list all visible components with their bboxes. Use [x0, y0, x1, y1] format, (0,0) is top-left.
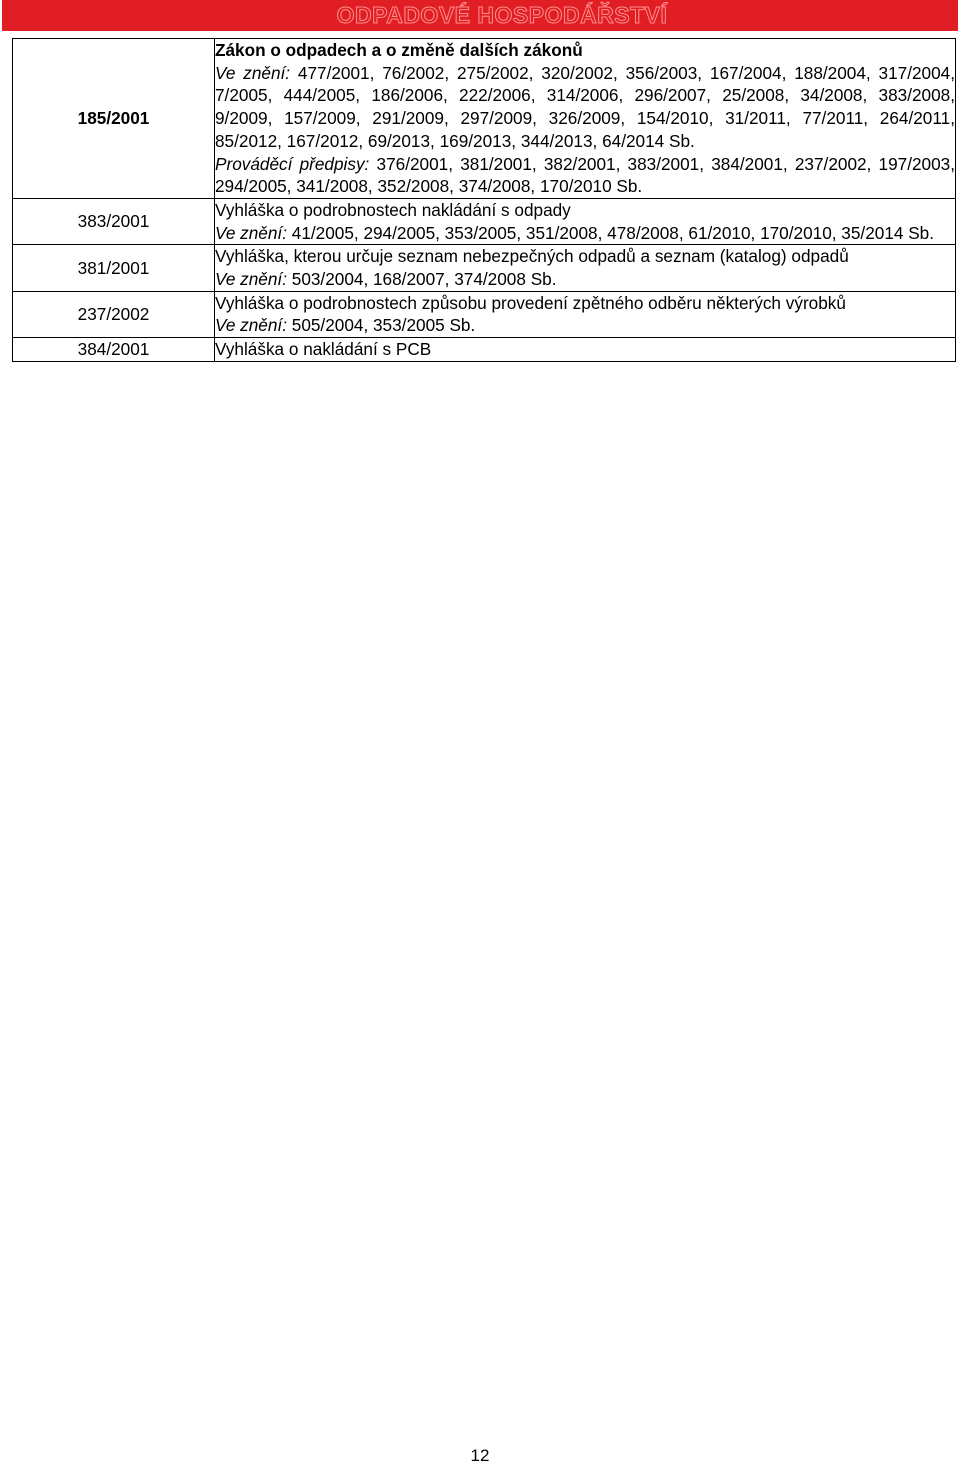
amendments	[215, 62, 955, 153]
amendments-text: 477/2001, 76/2002, 275/2002, 320/2002, 356/2003, 167/2004, 188/2004, 317/2004, 7/2005, 444/2005, 186/2006, 222/2006, 314/2006, 296/2007, 25/2008, 34/2008, 383/2008, 9/2009, 157/2009, 291/2009, 297/2009, 326/2009, 154/2010, 31/2011, 77/2011, 264/2011, 85/2012, 167/2012, 69/2013, 169/2013, 344/2013, 64/2014 Sb.	[215, 62, 956, 151]
amendments-label: Ve znění:	[215, 62, 291, 83]
law-title: Vyhláška o podrobnostech způsobu provedení zpětného odběru některých výrobků	[215, 292, 846, 313]
implementing-label: Prováděcí předpisy:	[215, 153, 370, 174]
table-row	[13, 198, 956, 244]
law-description	[215, 338, 956, 362]
law-description	[215, 291, 956, 337]
law-description	[215, 245, 956, 291]
table-row	[13, 338, 956, 362]
amendments-text: 505/2004, 353/2005 Sb.	[286, 315, 476, 336]
amendments-text: 503/2004, 168/2007, 374/2008 Sb.	[286, 269, 557, 290]
law-description	[215, 39, 956, 199]
page-number: 12	[470, 1446, 490, 1465]
amendments	[215, 268, 955, 291]
law-number: 185/2001	[13, 39, 215, 199]
amendments	[215, 222, 955, 245]
table-row	[13, 245, 956, 291]
amendments-text: 41/2005, 294/2005, 353/2005, 351/2008, 478/2008, 61/2010, 170/2010, 35/2014 Sb.	[286, 222, 935, 243]
amendments-label: Ve znění:	[215, 269, 287, 290]
implementing-regulations	[215, 153, 955, 198]
law-number: 383/2001	[13, 198, 215, 244]
law-title: Vyhláška o podrobnostech nakládání s odpady	[215, 199, 571, 220]
law-title: Vyhláška, kterou určuje seznam nebezpečných odpadů a seznam (katalog) odpadů	[215, 246, 849, 267]
law-number: 381/2001	[13, 245, 215, 291]
law-title: Zákon o odpadech a o změně dalších zákonů	[215, 40, 583, 60]
laws-table	[12, 38, 956, 362]
law-number: 237/2002	[13, 291, 215, 337]
law-description	[215, 198, 956, 244]
table-row	[13, 291, 956, 337]
law-number: 384/2001	[13, 338, 215, 362]
law-title: Vyhláška o nakládání s PCB	[215, 339, 432, 360]
implementing-text: 376/2001, 381/2001, 382/2001, 383/2001, 384/2001, 237/2002, 197/2003, 294/2005, 341/2008, 352/2008, 374/2008, 170/2010 Sb.	[215, 153, 956, 197]
amendments-label: Ve znění:	[215, 315, 287, 336]
amendments	[215, 314, 955, 337]
amendments-label: Ve znění:	[215, 222, 287, 243]
header-banner	[2, 0, 958, 31]
table-row	[13, 39, 956, 199]
header-title: ODPADOVÉ HOSPODÁŘSTVÍ	[336, 2, 668, 28]
